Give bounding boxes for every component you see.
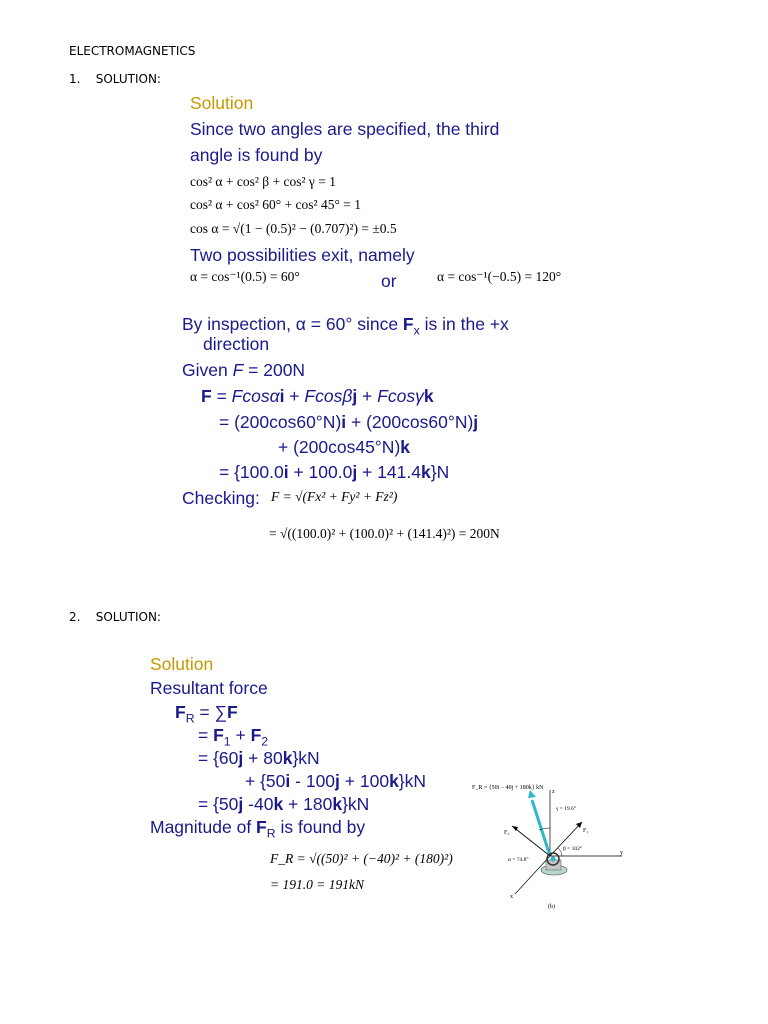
document-heading: ELECTROMAGNETICS bbox=[69, 44, 196, 58]
direction-line: direction bbox=[203, 334, 270, 354]
checking-equation: F = √(Fx² + Fy² + Fz²) bbox=[271, 489, 398, 504]
solution-2-label: 2. SOLUTION: bbox=[69, 610, 161, 624]
force-diagram bbox=[470, 780, 630, 910]
force-vector-line: F = Fcosαi + Fcosβj + Fcosγk bbox=[201, 386, 434, 406]
f2-label: F₂ bbox=[504, 830, 510, 836]
magnitude-line: Magnitude of $F_R$ is found by bbox=[150, 817, 366, 841]
z-axis-label: z bbox=[552, 789, 555, 795]
equation-alpha-60: α = cos⁻¹(0.5) = 60° bbox=[190, 269, 300, 284]
intro-line-1: Since two angles are specified, the third bbox=[190, 119, 500, 139]
checking-label: Checking: bbox=[182, 488, 260, 508]
fr-sum-line: $F_R = \sum F$ bbox=[175, 702, 238, 726]
gamma-label: γ = 19.6° bbox=[556, 806, 577, 812]
inspection-line: By inspection, α = 60° since $F_x$ is in the +x bbox=[182, 314, 509, 338]
intro-line-2: angle is found by bbox=[190, 145, 323, 165]
checking-equation-result: = √((100.0)² + (100.0)² + (141.4)²) = 200N bbox=[269, 526, 500, 541]
expansion-line-1: = (200cos60°N)i + (200cos60°N)j bbox=[219, 412, 479, 432]
f1-plus-f2-line: = $F_1 + F_2$ bbox=[198, 725, 269, 749]
y-axis-label: y bbox=[620, 850, 623, 856]
solution-1-slide bbox=[165, 88, 595, 558]
equation-alpha-120: α = cos⁻¹(−0.5) = 120° bbox=[437, 269, 562, 284]
x-axis-label: x bbox=[510, 894, 513, 900]
given-line: Given F = 200N bbox=[182, 360, 306, 380]
expansion-line-2: + (200cos45°N)k bbox=[278, 437, 411, 457]
beta-label: β = 102° bbox=[563, 846, 583, 852]
equation-cos-sum: cos² α + cos² β + cos² γ = 1 bbox=[190, 174, 337, 189]
equation-cos-substituted: cos² α + cos² 60° + cos² 45° = 1 bbox=[190, 197, 361, 212]
f1-label: F₁ bbox=[583, 828, 589, 834]
resultant-force-label: Resultant force bbox=[150, 678, 268, 698]
diagram-fr-label: F_R = {50i − 40j + 180k} kN bbox=[472, 785, 544, 791]
solution-1-label: 1. SOLUTION: bbox=[69, 72, 161, 86]
diagram-caption: (b) bbox=[548, 904, 555, 910]
slide-title: Solution bbox=[190, 93, 254, 113]
alpha-label: α = 74.8° bbox=[508, 857, 529, 863]
magnitude-equation: F_R = √((50)² + (−40)² + (180)²) bbox=[270, 851, 453, 866]
fr-vector-line: = {50j -40k + 180k}kN bbox=[198, 794, 370, 814]
f2-vector-line: + {50i - 100j + 100k}kN bbox=[245, 771, 427, 791]
slide-2-title: Solution bbox=[150, 654, 214, 674]
f1-vector-line: = {60j + 80k}kN bbox=[198, 748, 320, 768]
result-vector-line: = {100.0i + 100.0j + 141.4k}N bbox=[219, 462, 450, 482]
magnitude-result: = 191.0 = 191kN bbox=[270, 877, 364, 892]
equation-cos-alpha: cos α = √(1 − (0.5)² − (0.707)²) = ±0.5 bbox=[190, 221, 397, 236]
possibilities-line: Two possibilities exit, namely bbox=[190, 245, 415, 265]
or-word: or bbox=[381, 271, 397, 291]
